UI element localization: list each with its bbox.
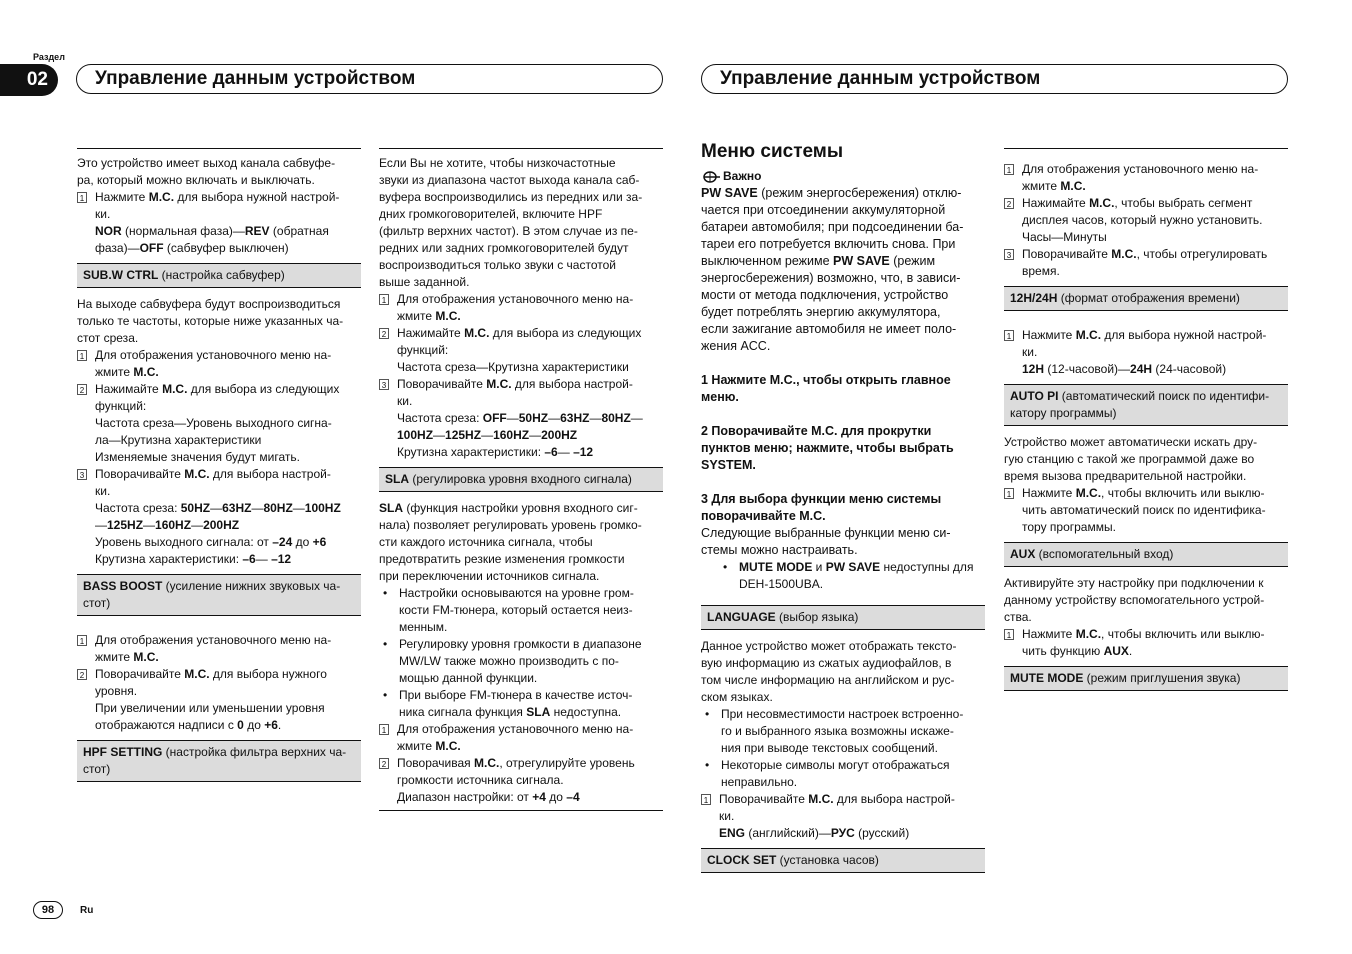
step-number: 3 <box>379 379 389 390</box>
step-item: 1 Для отображения установочного меню на- жмите M.C. <box>1004 161 1288 195</box>
step-item: 1 Нажмите M.C. для выбора нужной настрой- ки. NOR (нормальная фаза)—REV (обратная фаза)—OFF (сабвуфер выключен) <box>77 189 361 257</box>
paragraph: Активируйте эту настройку при подключении к данному устройству вспомогательного устрой- ства. <box>1004 576 1265 624</box>
system-menu-title: Меню системы <box>701 141 844 162</box>
aux-heading: AUX (вспомогательный вход) <box>1004 542 1288 567</box>
page-header-right: Управление данным устройством <box>701 64 1288 94</box>
step-number: 2 <box>379 328 389 339</box>
step-item: 1 Для отображения установочного меню на- жмите M.C. <box>77 632 361 666</box>
bass-boost-heading: BASS BOOST (усиление нижних звуковых ча- стот) <box>77 574 361 616</box>
step-number: 1 <box>77 635 87 646</box>
language-heading: LANGUAGE (выбор языка) <box>701 605 985 630</box>
bullet-item: • Настройки основываются на уровне гром- кости FM-тюнера, который остается неиз- менным. <box>383 586 634 634</box>
step-item: 2 Нажимайте M.C. для выбора из следующих функций: Частота среза—Уровень выходного сигна- ла—Крутизна характеристики Изменяемые значения будут мигать. <box>77 381 361 466</box>
procedure-step-1: 1 Нажмите M.C., чтобы открыть главное меню. <box>701 373 951 404</box>
sla-heading: SLA (регулировка уровня входного сигнала) <box>379 467 663 492</box>
paragraph: Это устройство имеет выход канала сабвуфе- ра, который можно включать и выключать. <box>77 156 336 187</box>
step-number: 2 <box>1004 198 1014 209</box>
step-item: 2 Поворачивайте M.C. для выбора нужного уровня. При увеличении или уменьшении уровня отображаются надписи с 0 до +6. <box>77 666 361 734</box>
step-number: 1 <box>701 794 711 805</box>
paragraph: Данное устройство может отображать тексто- вую информацию из сжатых аудиофайлов, в том числе информацию на английском и рус- ском языках. <box>701 639 957 704</box>
step-number: 1 <box>1004 164 1014 175</box>
bullet-item: • Регулировку уровня громкости в диапазоне MW/LW также можно производить с по- мощью данной функции. <box>383 637 642 685</box>
step-number: 1 <box>379 294 389 305</box>
step-item: 1 Для отображения установочного меню на- жмите M.C. <box>379 291 663 325</box>
step-item: 1 Нажмите M.C., чтобы включить или выклю- чить автоматический поиск по идентифика- тору программы. <box>1004 485 1288 536</box>
step-item: 1 Нажмите M.C., чтобы включить или выклю- чить функцию AUX. <box>1004 626 1288 660</box>
hand-pointer-icon <box>701 170 721 184</box>
page-header-left: Управление данным устройством <box>76 64 663 94</box>
step-number: 1 <box>77 192 87 203</box>
paragraph: PW SAVE (режим энергосбережения) отклю- чается при отсоединении аккумуляторной батареи автомобиля; при подсоединении ба- тареи его потребуется включить снова. При выключенном режиме PW SAVE (режим энергосбережения) возможно, что, в зависи- мости от метода подключения, устройство будет потреблять энергию аккумулятора, если зажигание автомобиля не имеет поло- жения ACC. <box>701 186 964 353</box>
step-item: 3 Поворачивайте M.C., чтобы отрегулировать время. <box>1004 246 1288 280</box>
column-2 <box>379 148 663 811</box>
column-1 <box>77 148 361 782</box>
step-item: 1 Нажмите M.C. для выбора нужной настрой- ки. 12H (12-часовой)—24H (24-часовой) <box>1004 327 1288 378</box>
step-item: 3 Поворачивайте M.C. для выбора настрой- ки. Частота среза: OFF—50HZ—63HZ—80HZ— 100HZ—125HZ—160HZ—200HZ Крутизна характеристики: –6— –12 <box>379 376 663 461</box>
section-label: Раздел <box>33 52 65 62</box>
bullet-item: • При выборе FM-тюнера в качестве источ- ника сигнала функция SLA недоступна. <box>383 688 633 719</box>
step-item: 1 Поворачивайте M.C. для выбора настрой- ки. ENG (английский)—РУС (русский) <box>701 791 985 842</box>
important-note: Важно <box>701 168 985 185</box>
clock-set-heading: CLOCK SET (установка часов) <box>701 848 985 873</box>
language-code: Ru <box>80 905 94 916</box>
step-item: 2 Нажимайте M.C. для выбора из следующих функций: Частота среза—Крутизна характеристики <box>379 325 663 376</box>
step-item: 3 Поворачивайте M.C. для выбора настрой- ки. Частота среза: 50HZ—63HZ—80HZ—100HZ —125HZ—160HZ—200HZ Уровень выходного сигнала: от –24 до +6 Крутизна характеристики: –6— –12 <box>77 466 361 568</box>
bullet-item: • При несовместимости настроек встроенно- го и выбранного языка возможны искаже- ния при выводе текстовых сообщений. <box>705 707 964 755</box>
column-3 <box>701 143 985 881</box>
step-number: 2 <box>379 758 389 769</box>
mute-mode-heading: MUTE MODE (режим приглушения звука) <box>1004 666 1288 691</box>
page-number: 98 <box>33 901 63 919</box>
paragraph: Устройство может автоматически искать дру- гую станцию с такой же программой даже во время вызова предварительной настройки. <box>1004 435 1258 483</box>
paragraph: SLA (функция настройки уровня входного сиг- нала) позволяет регулировать уровень громко- сти каждого источника сигнала, чтобы предотвратить резкие изменения громкости при переключении источников сигнала. <box>379 501 642 583</box>
paragraph: Если Вы не хотите, чтобы низкочастотные звуки из диапазона частот выхода канала саб- вуфера воспроизводились из передних или за- дних громкоговорителей, включите HPF (фильтр верхних частот). В этом случае из пе- редних или задних громкоговорителей будут воспроизводиться только звуки с частотой выше заданной. <box>379 156 643 289</box>
step-number: 3 <box>1004 249 1014 260</box>
step-number: 1 <box>1004 629 1014 640</box>
section-number-badge: 02 <box>0 64 58 96</box>
paragraph: На выходе сабвуфера будут воспроизводиться только те частоты, которые ниже указанных ча- стот среза. <box>77 297 344 345</box>
bullet-item: • MUTE MODE и PW SAVE недоступны для DEH-1500UBA. <box>723 560 974 591</box>
step-number: 1 <box>379 724 389 735</box>
step-number: 1 <box>1004 330 1014 341</box>
step-item: 1 Для отображения установочного меню на- жмите M.C. <box>379 721 663 755</box>
procedure-step-2: 2 Поворачивайте M.C. для прокрутки пунктов меню; нажмите, чтобы выбрать SYSTEM. <box>701 424 954 472</box>
step-item: 2 Нажимайте M.C., чтобы выбрать сегмент дисплея часов, который нужно установить. Часы—Минуты <box>1004 195 1288 246</box>
step-number: 1 <box>1004 488 1014 499</box>
step-number: 1 <box>77 350 87 361</box>
step-item: 1 Для отображения установочного меню на- жмите M.C. <box>77 347 361 381</box>
paragraph: Следующие выбранные функции меню си- стемы можно настраивать. <box>701 526 951 557</box>
step-item: 2 Поворачивая M.C., отрегулируйте уровень громкости источника сигнала. Диапазон настройки: от +4 до –4 <box>379 755 663 806</box>
auto-pi-heading: AUTO PI (автоматический поиск по идентифи- катору программы) <box>1004 384 1288 426</box>
step-number: 3 <box>77 469 87 480</box>
column-4 <box>1004 148 1288 699</box>
bullet-item: • Некоторые символы могут отображаться неправильно. <box>705 758 950 789</box>
step-number: 2 <box>77 669 87 680</box>
step-number: 2 <box>77 384 87 395</box>
subwoofer-control-heading: SUB.W CTRL (настройка сабвуфер) <box>77 263 361 288</box>
procedure-step-3: 3 Для выбора функции меню системы поворачивайте M.C. <box>701 492 942 523</box>
time-format-heading: 12H/24H (формат отображения времени) <box>1004 286 1288 311</box>
hpf-setting-heading: HPF SETTING (настройка фильтра верхних ча- стот) <box>77 740 361 782</box>
